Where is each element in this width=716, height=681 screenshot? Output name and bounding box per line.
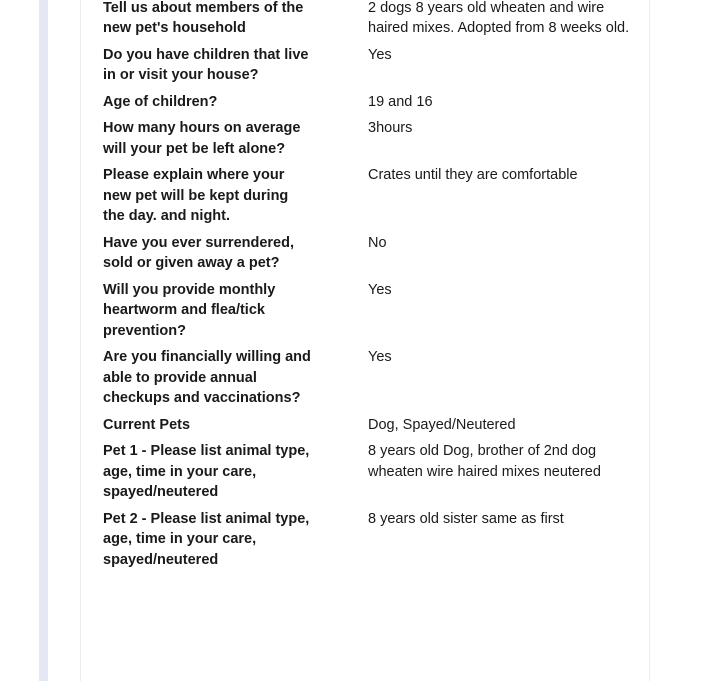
question-cell	[103, 118, 368, 165]
question-cell	[103, 45, 368, 92]
table-row	[103, 441, 643, 509]
question-text: Current Pets	[103, 416, 191, 433]
table-row	[103, 280, 643, 348]
question-cell	[103, 415, 368, 442]
question-text: Age of children?	[103, 93, 218, 110]
question-cell	[103, 441, 368, 509]
answer-text: Dog, Spayed/Neutered	[368, 416, 516, 433]
table-row	[103, 165, 643, 233]
answer-cell	[368, 280, 643, 348]
question-cell	[103, 509, 368, 577]
answer-text: 19 and 16	[368, 93, 433, 110]
table-row	[103, 92, 643, 119]
application-answers-table	[103, 0, 643, 576]
table-row	[103, 509, 643, 577]
answer-cell	[368, 233, 643, 280]
question-text: Have you ever surrendered, sold or given away a pet?	[103, 234, 295, 271]
answer-cell	[368, 45, 643, 92]
question-text: Are you financially willing and able to provide annual checkups and vaccinations?	[103, 349, 311, 406]
question-cell	[103, 165, 368, 233]
table-row	[103, 347, 643, 415]
question-text: Pet 1 - Please list animal type, age, time in your care, spayed/neutered	[103, 443, 310, 500]
table-row	[103, 118, 643, 165]
answer-text: Yes	[368, 46, 392, 63]
answer-cell	[368, 509, 643, 577]
answer-text: 2 dogs 8 years old wheaten and wire haired mixes. Adopted from 8 weeks old.	[368, 0, 630, 36]
question-cell	[103, 347, 368, 415]
table-row	[103, 0, 643, 45]
table-row	[103, 415, 643, 442]
answer-text: Yes	[368, 281, 392, 298]
question-cell	[103, 0, 368, 45]
answer-text: No	[368, 234, 387, 251]
answer-cell	[368, 0, 643, 45]
answer-cell	[368, 92, 643, 119]
answer-cell	[368, 415, 643, 442]
answer-cell	[368, 165, 643, 233]
question-text: Pet 2 - Please list animal type, age, time in your care, spayed/neutered	[103, 510, 310, 568]
answer-text: 8 years old Dog, brother of 2nd dog wheaten wire haired mixes neutered	[368, 443, 601, 480]
answer-cell	[368, 347, 643, 415]
answer-text: Yes	[368, 349, 392, 365]
question-text: Will you provide monthly heartworm and flea/tick prevention?	[103, 281, 276, 339]
question-text: Do you have children that live in or visit your house?	[103, 46, 309, 83]
question-text: Please explain where your new pet will be kept during the day. and night.	[103, 167, 289, 224]
question-text: Tell us about members of the new pet's household	[103, 0, 304, 36]
left-accent-stripe	[39, 0, 48, 681]
question-cell	[103, 92, 368, 119]
question-text: How many hours on average will your pet be left alone?	[103, 120, 301, 157]
question-cell	[103, 280, 368, 348]
answer-cell	[368, 441, 643, 509]
question-cell	[103, 233, 368, 280]
answer-text: Crates until they are comfortable	[368, 167, 578, 183]
answer-text: 8 years old sister same as first	[368, 510, 564, 527]
table-row	[103, 233, 643, 280]
answer-text: 3hours	[368, 120, 413, 136]
table-row	[103, 45, 643, 92]
answer-cell	[368, 118, 643, 165]
